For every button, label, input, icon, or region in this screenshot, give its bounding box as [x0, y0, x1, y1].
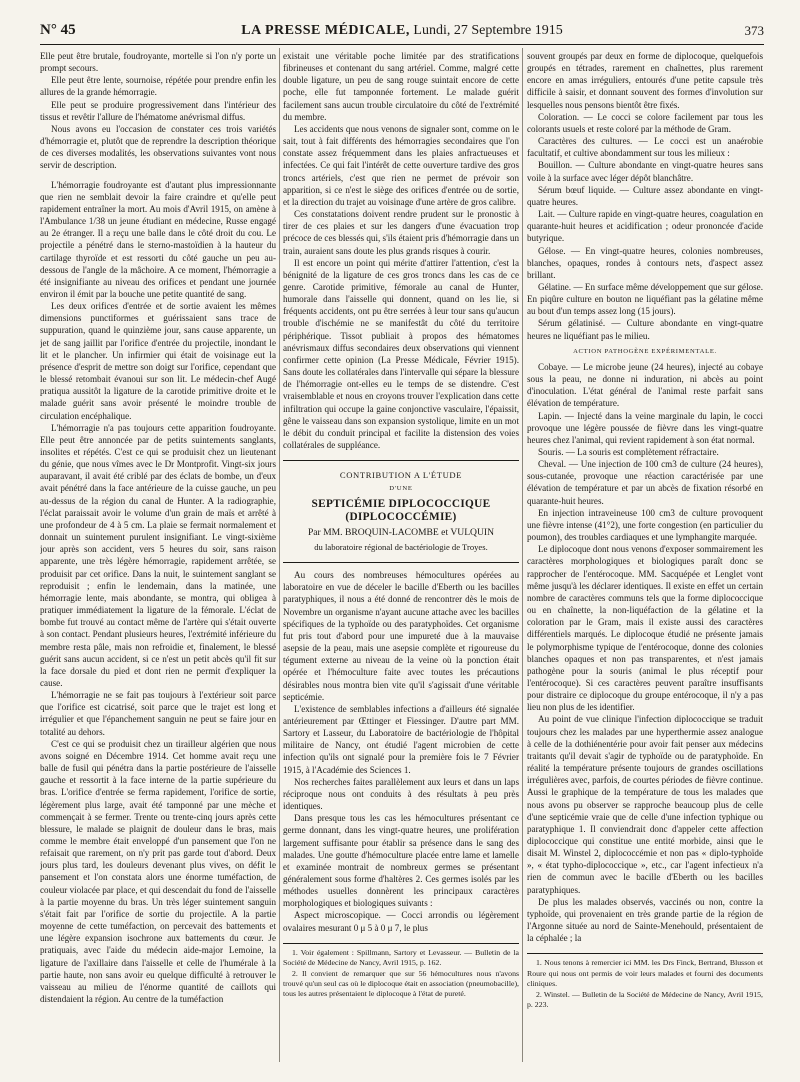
paragraph: L'hémorragie foudroyante est d'autant plus impressionnante que rien ne semblait devoir la faire craindre et qu'elle peut rapidement entraîner la mort. Au mois d'Avril 1915, on amène à l'Ambulance 1/38 un jeune étudiant en médecine, Russe engagé au 2e étranger. Il a reçu une balle dans le côté droit du cou. Le projectile a pénétré dans le sterno-mastoïdien à la hauteur du cartilage thyroïde et est ressorti du côté gauche un peu au-dessous de l'angle de la mâchoire. A ce moment, l'hémorragie a été insignifiante au niveau des orifices et pendant une journée environ il émit par la bouche une petite quantité de sang.	[40, 179, 276, 299]
paragraph: Ces constatations doivent rendre prudent sur le pronostic à tirer de ces plaies et sur les dangers d'une évacuation trop précoce de ces blessés qui, s'ils étaient pris d'hémorragie dans un train, auraient sans doute les plus grands risques à courir.	[283, 209, 519, 256]
column-1	[40, 50, 276, 1060]
column-divider	[279, 48, 280, 1062]
page-number: 373	[744, 23, 764, 38]
issue-date: Lundi, 27 Septembre 1915	[413, 23, 563, 38]
paragraph: Gélatine. — En surface même développement que sur gélose. En piqûre culture en bouton ne liquéfiant pas la gélatine même au bout d'un temps assez long (15 jours).	[527, 281, 763, 317]
paragraph: Sérum bœuf liquide. — Culture assez abondante en vingt-quatre heures.	[527, 184, 763, 207]
paragraph: Au point de vue clinique l'infection diplococcique se traduit toujours chez les malades par une hyperthermie assez analogue à celle de la dothiénentérie pour avoir fait penser aux médecins traitants qu'il devait s'agir de typhoïde ou de paratyphoïde. En réalité la température présente toujours de grandes oscillations irrégulières avec, parfois, de courtes périodes de fièvre continue. Aussi le graphique de la température de tous les malades que nous avons pu observer se rapproche beaucoup plus de celle d'une septicémie vraie que de celle d'une infection typhique ou paratyphique 1. Il conviendrait donc d'appeler cette affection diplococcique qui constitue une entité morbide, ainsi que le disait M. Winstel 2, diplococcémie et non pas « diplo-typhoïde », « état typho-diplococcique », etc., car l'agent infectieux n'a rien de commun avec le bacille d'Eberth ou les bacilles paratyphiques.	[527, 714, 763, 895]
paragraph: Nos recherches faites parallèlement aux leurs et dans un laps réciproque nous ont conduits à des résultats à peu près identiques.	[283, 776, 519, 812]
paragraph: De plus les malades observés, vaccinés ou non, contre la typhoïde, qui provenaient en très grande partie de la région de l'Argonne située au nord de Sainte-Menehould, présentaient de la céphalée ; la	[527, 896, 763, 944]
column-divider	[522, 48, 523, 1062]
article-kicker-small: D'UNE	[389, 485, 413, 493]
paragraph: Nous avons eu l'occasion de constater ces trois variétés d'hémorragie et, plutôt que de reprendre la description théorique de ces diverses modalités, les observations suivantes vont nous servir de description.	[40, 123, 276, 171]
header-rule	[40, 44, 764, 45]
paragraph: existait une véritable poche limitée par des stratifications fibrineuses et contenant du sang artériel. Comme, malgré cette double ligature, un peu de sang rouge suintait encore de cette poche, elle fut tamponnée fortement. Le malade guérit facilement sans aucun trouble circulatoire du côté de l'extrémité du membre.	[283, 51, 519, 122]
masthead	[40, 23, 764, 39]
column-2	[283, 50, 519, 1060]
article-kicker: CONTRIBUTION A L'ÉTUDE	[339, 470, 463, 481]
article-authors: Par MM. BROQUIN-LACOMBE et VULQUIN	[307, 526, 495, 538]
footnotes	[283, 943, 519, 1000]
paragraph: Elle peut être lente, sournoise, répétée pour prendre enfin les allures de la grande hémorragie.	[40, 75, 276, 98]
paragraph: Aspect microscopique. — Cocci arrondis ou légèrement ovalaires mesurant 0 μ 5 à 0 μ 7, le plus	[283, 910, 519, 933]
footnote: 2. Winstel. — Bulletin de la Société de Médecine de Nancy, Avril 1915, p. 223.	[527, 989, 763, 1010]
journal-name: LA PRESSE MÉDICALE,	[241, 23, 410, 38]
footnote: 1. Nous tenons à remercier ici MM. les Drs Finck, Bertrand, Blusson et Roure qui nous ont permis de voir leurs malades et fourni des documents cliniques.	[527, 958, 763, 989]
paragraph: En injection intraveineuse 100 cm3 de culture provoquent une fièvre intense (41°2), une forte congestion (en particulier du poumon), des troubles cardiaques et une lymphangite marquée.	[527, 507, 763, 543]
paragraph: souvent groupés par deux en forme de diplocoque, quelquefois groupés en tétrades, rarement en chaînettes, plus rarement encore en amas irréguliers, entourés d'une petite capsule très difficile à saisir, et donnant souvent des formes d'involution sur lesquelles nous pensons bientôt être fixés.	[527, 51, 763, 110]
paragraph: Dans presque tous les cas les hémocultures présentant ce germe donnant, dans les vingt-quatre heures, une prolifération largement suffisante pour établir sa présence dans le sang des malades. Une goutte d'hémoculture placée entre lame et lamelle et examinée montrait de nombreux germes se présentant généralement sous forme d'haltères 2. Ces germes isolés par les méthodes usuelles donnèrent les principaux caractères morphologiques et biologiques suivants :	[283, 813, 519, 909]
footnotes	[527, 953, 763, 1010]
article-title: SEPTICÉMIE DIPLOCOCCIQUE (DIPLOCOCCÉMIE)	[311, 498, 491, 523]
article-title-rule	[283, 562, 519, 563]
column-3	[527, 50, 763, 1060]
paragraph: Les deux orifices d'entrée et de sortie avaient les mêmes dimensions punctiformes et guérissaient sans trace de suppuration, quand le quinzième jour, sans cause apparente, un jet de sang jaillit par l'orifice d'entrée du projectile, inondant le lit et le plancher. Un infirmier qui était de voisinage eut la présence d'esprit de mettre son doigt sur l'orifice, cependant que le blessé retombait évanoui sur son lit. Le médecin-chef Augé pratiqua aussitôt la ligature de la carotide primitive droite et le malade guérit sans avoir présenté le moindre trouble de circulation encéphalique.	[40, 301, 276, 421]
paragraph: Caractères des cultures. — Le cocci est un anaérobie facultatif, et cultive abondamment sur tous les milieux :	[527, 136, 763, 159]
paragraph: Coloration. — Le cocci se colore facilement par tous les colorants usuels et reste coloré par la méthode de Gram.	[527, 111, 763, 134]
paragraph: Souris. — La souris est complètement réfractaire.	[538, 447, 719, 457]
article-affiliation: du laboratoire régional de bactériologie de Troyes.	[314, 541, 488, 552]
paragraph: Sérum gélatinisé. — Culture abondante en vingt-quatre heures ne liquéfiant pas le milieu.	[527, 318, 763, 341]
paragraph: Gélose. — En vingt-quatre heures, colonies nombreuses, blanches, opaques, rondes à contours nets, d'aspect assez brillant.	[527, 245, 763, 280]
paragraph: L'hémorragie ne se fait pas toujours à l'extérieur soit parce que l'orifice est cicatrisé, soit parce que le trajet est long et irrégulier et que l'épanchement sanguin ne peut se faire jour en totalité au dehors.	[40, 690, 276, 737]
paragraph: Le diplocoque dont nous venons d'exposer sommairement les caractères morphologiques et biologiques paraît donc se rapprocher de l'entérocoque. MM. Sacquépée et Lenglet vont même jusqu'à les déclarer identiques. Il existe en effet un certain nombre de caractères communs tels que la forme diplococcique ou en chaînette, la non-liquéfaction de la gélatine et la coloration par le Gram, mais il existe aussi des caractères différentiels marqués. Le diplocoque étudié ne présente jamais le polymorphisme typique de l'entérocoque, donne des colonies blanches opaques et non pas transparentes, et n'est jamais pathogène pour la souris (animal le plus réceptif pour l'entérocoque). Si ces caractères peuvent paraître insuffisants pour distraire ce diplocoque du groupe entérocoque, il n'y a pas lieu non plus de les identifier.	[527, 544, 763, 713]
paragraph: C'est ce qui se produisit chez un tirailleur algérien que nous avons soigné en Décembre 1914. Cet homme avait reçu une balle de fusil qui pénétra dans la partie postérieure de l'aisselle gauche et ressortit à la face interne de la partie supérieure du bras. L'orifice d'entrée se ferma rapidement, l'orifice de sortie, légèrement plus large, avait été tamponné par une mèche et commençait à se fermer. Trente ou trente-cinq jours après cette blessure, le malade se plaignit de douleur dans le bras, mais comme le membre était enveloppé d'un pansement que l'on ne refaisait que rarement, on n'y prit pas garde tout d'abord. Deux jours plus tard, les douleurs devenant plus vives, on défit le pansement et l'on constata alors une énorme tuméfaction, de couleur violacée par place, et qui descendait du fond de l'aisselle à la partie moyenne du bras. Un très léger suintement sanguin s'était fait par l'orifice de sortie du projectile. A la partie moyenne de cette tuméfaction, on percevait des battements et une légère expansion isochrone aux battements du cœur. Je pratiquais, avec l'aide du médecin aide-major Lemoine, la ligature de l'axillaire dans l'aisselle et celle de l'humérale à la partie haute, non sans avoir eu quelque difficulté à retrouver le vaisseau au milieu de l'énorme quantité de caillots qui distendaient la région. Au centre de la tuméfaction	[40, 738, 276, 1005]
section-subheading: ACTION PATHOGÈNE EXPÉRIMENTALE.	[573, 347, 717, 355]
paragraph: Elle peut être brutale, foudroyante, mortelle si l'on n'y porte un prompt secours.	[40, 51, 276, 74]
paragraph: Au cours des nombreuses hémocultures opérées au laboratoire en vue de déceler le bacille d'Eberth ou les bacilles paratyphiques, il nous a été donné de rencontrer dès le mois de Novembre un organisme n'ayant aucune attache avec les bacilles spécifiques de la typhoïde ou des paratyphoïdes. Cet organisme fut pris tout d'abord pour une impureté due à la mauvaise asepsie de la peau, mais une asepsie complète et rigoureuse du tégument externe au niveau de la veine où la ponction était opérée et l'hémoculture faite avec toutes les précautions désirables nous montra bien vite qu'il s'agissait d'une véritable septicémie.	[283, 570, 519, 702]
page-header	[40, 22, 764, 42]
paragraph: Bouillon. — Culture abondante en vingt-quatre heures sans voile à la surface avec léger dépôt blanchâtre.	[527, 160, 763, 183]
paragraph: Lapin. — Injecté dans la veine marginale du lapin, le cocci provoque une légère poussée de fièvre dans les vingt-quatre heures chez l'animal, qui revient rapidement à son état normal.	[527, 410, 763, 445]
paragraph: Les accidents que nous venons de signaler sont, comme on le sait, tout à fait différents des hémorragies secondaires que l'on constate assez fréquemment dans les plaies anfractueuses et infectées. Ce qui fait l'intérêt de cette ouverture tardive des gros troncs artériels, c'est que rien ne permet de prévoir son apparition, si ce n'est le siège des orifices d'entrée ou de sortie, et la direction du trajet au voisinage d'une artère de gros calibre.	[283, 123, 519, 207]
paragraph: Lait. — Culture rapide en vingt-quatre heures, coagulation en quarante-huit heures et acidification ; odeur prononcée d'acide butyrique.	[527, 209, 763, 244]
paragraph: Il est encore un point qui mérite d'attirer l'attention, c'est la bénignité de la ligature de ces gros troncs dans les cas de ce genre. Carotide primitive, fémorale au canal de Hunter, humorale dans l'aisselle qui donnent, quand on les lie, si fréquents accidents, ont pu être serrées à leur tour sans qu'aucun trouble d'ischémie ne se manifestât du côté du territoire périphérique. Tissot publiait à propos des hématomes anévrismaux diffus secondaires deux observations qui viennent confirmer cette opinion (La Presse Médicale, Février 1915). Sans doute les collatérales dans l'intervalle qui sépare la blessure de l'hémorragie ont-elles eu le temps de se distendre. C'est vraisemblable et nous en croyons trouver l'explication dans cette infiltration qui occupe la gaine conjonctive vasculaire, l'épaissit, gêne le vaisseau dans son expansion systolique, limite en un mot le débit du conduit principal et facilite la distension des voies collatérales de suppléance.	[283, 257, 519, 450]
article-separator	[283, 460, 519, 461]
issue-number: N° 45	[40, 22, 76, 38]
footnote: 2. Il convient de remarquer que sur 56 hémocultures nous n'avons trouvé qu'un seul cas où le diplocoque était en association (pneumobacille), tous les autres présentaient le diplocoque à l'état de pureté.	[283, 968, 519, 999]
paragraph: L'existence de semblables infections a d'ailleurs été signalée antérieurement par Œttinger et Fiessinger. D'autre part MM. Sartory et Lasseur, du Laboratoire de bactériologie de l'hôpital militaire de Nancy, ont étudié l'agent microbien de cette infection qu'ils ont signalé pour la première fois le 7 Février 1915, à l'Académie des Sciences 1.	[283, 703, 519, 775]
paragraph: L'hémorragie n'a pas toujours cette apparition foudroyante. Elle peut être annoncée par de petits suintements sanglants, insolites et répétés. C'est ce qui se produisit chez un lieutenant du génie, que nous vîmes avec le Dr Montprofit. Vingt-six jours auparavant, il avait été criblé par des éclats de bombe, un d'eux avait pénétré dans la face antérieure de la cuisse gauche, un peu au-dessus de la région du canal de Hunter. A la radiographie, l'éclat paraissait avoir le volume d'un grain de maïs et arrêté à une profondeur de 4 à 5 cm. La plaie se fermait normalement et donnait un suintement purulent insignifiant. Le vingt-sixième jour après son accident, vers 5 heures du soir, sans raison apparente, une très légère hémorragie, rapidement arrêtée, se produisit par cet orifice. Dans la nuit, le suintement sanglant se reproduisit ; enfin le lendemain, dans la matinée, une hémorragie lente, mais abondante, se montra, qui obligea à pratiquer immédiatement la ligature de la fémorale. L'éclat de bombe fut trouvé au contact même de l'artère qui s'était ouverte à son contact. Pendant plusieurs heures, l'extrémité inférieure du membre resta pâle, mais non refroidie et, finalement, le blessé guérit sans aucun accident, si ce n'est un petit abcès qu'il fit sur la face dorsale du pied et dont rien ne permit d'expliquer la cause.	[40, 422, 276, 688]
paragraph: Cobaye. — Le microbe jeune (24 heures), injecté au cobaye sous la peau, ne donne ni induration, ni abcès au point d'inoculation. L'état général de l'animal reste parfait sans élévation de température.	[527, 361, 763, 409]
paragraph: Elle peut se produire progressivement dans l'intérieur des tissus et revêtir l'allure de l'hématome anévrismal diffus.	[40, 99, 276, 122]
paragraph: Cheval. — Une injection de 100 cm3 de culture (24 heures), sous-cutanée, provoque une réaction caractérisée par une élévation de température et par un abcès de fixation résorbé en quarante-huit heures.	[527, 459, 763, 506]
footnote: 1. Voir également : Spillmann, Sartory et Levasseur. — Bulletin de la Société de Médecine de Nancy, Avril 1915, p. 162.	[283, 947, 519, 968]
